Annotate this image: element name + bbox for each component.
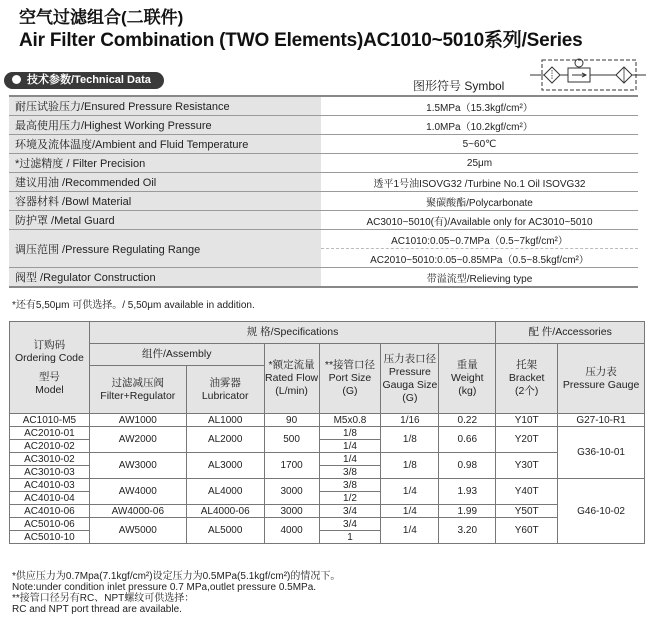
table-row bbox=[10, 453, 645, 466]
filter-note: *还有5,50μm 可供选择。/ 5,50μm available in addition. bbox=[12, 300, 255, 311]
flow-cell: 4000 bbox=[264, 518, 319, 544]
spec-key: *过滤精度 / Filter Precision bbox=[9, 154, 321, 173]
specifications-table bbox=[9, 321, 645, 544]
bracket-cell: Y60T bbox=[496, 518, 558, 544]
gauge-size-cell: 1/4 bbox=[381, 505, 439, 518]
port-cell: 3/4 bbox=[319, 505, 381, 518]
port-cell: 1/4 bbox=[319, 453, 381, 466]
table-row bbox=[9, 268, 638, 288]
model-cell: AC4010-03 bbox=[10, 479, 90, 492]
spec-value: AC3010~5010(有)/Available only for AC3010~5010 bbox=[321, 211, 638, 230]
symbol-label: 图形符号 Symbol bbox=[413, 79, 505, 93]
bracket-cell: Y50T bbox=[496, 505, 558, 518]
model-cell: AC2010-02 bbox=[10, 440, 90, 453]
bracket-cell: Y30T bbox=[496, 453, 558, 479]
spec-value: AC2010~5010:0.05~0.85MPa（0.5~8.5kgf/cm²） bbox=[321, 249, 638, 268]
header-assembly: 组件/Assembly bbox=[89, 344, 264, 366]
model-cell: AC1010-M5 bbox=[10, 414, 90, 427]
table-row bbox=[10, 479, 645, 492]
spec-key: 建议用油 /Recommended Oil bbox=[9, 173, 321, 192]
model-cell: AC4010-06 bbox=[10, 505, 90, 518]
spec-key: 调压范围 /Pressure Regulating Range bbox=[9, 230, 321, 268]
flow-cell: 90 bbox=[264, 414, 319, 427]
port-cell: 1 bbox=[319, 531, 381, 544]
spec-value: 5~60℃ bbox=[321, 135, 638, 154]
lubricator-cell: AL4000 bbox=[186, 479, 264, 505]
header-ordering-code: 订购码 Ordering Code 型号 Model bbox=[10, 322, 90, 414]
flow-cell: 1700 bbox=[264, 453, 319, 479]
spec-value: 1.0MPa（10.2kgf/cm²） bbox=[321, 116, 638, 135]
filter-cell: AW4000 bbox=[89, 479, 186, 505]
header-port-size: **接管口径 Port Size (G) bbox=[319, 344, 381, 414]
table-row bbox=[9, 154, 638, 173]
bracket-cell: Y20T bbox=[496, 427, 558, 453]
filter-cell: AW5000 bbox=[89, 518, 186, 544]
pressure-gauge-cell: G36-10-01 bbox=[558, 427, 645, 479]
header-specifications: 规 格/Specifications bbox=[89, 322, 495, 344]
flow-cell: 3000 bbox=[264, 479, 319, 505]
table-row bbox=[9, 116, 638, 135]
weight-cell: 0.66 bbox=[439, 427, 496, 453]
gauge-size-cell: 1/16 bbox=[381, 414, 439, 427]
port-cell: 3/8 bbox=[319, 466, 381, 479]
gauge-size-cell: 1/4 bbox=[381, 479, 439, 505]
port-cell: 1/4 bbox=[319, 440, 381, 453]
header-gauge-size: 压力表口径 Pressure Gauga Size (G) bbox=[381, 344, 439, 414]
lubricator-cell: AL3000 bbox=[186, 453, 264, 479]
table-row bbox=[9, 96, 638, 116]
technical-data-table bbox=[9, 95, 638, 288]
spec-key: 耐压试验压力/Ensured Pressure Resistance bbox=[9, 96, 321, 116]
filter-cell: AW1000 bbox=[89, 414, 186, 427]
weight-cell: 0.22 bbox=[439, 414, 496, 427]
filter-cell: AW2000 bbox=[89, 427, 186, 453]
spec-value: 25μm bbox=[321, 154, 638, 173]
spec-key: 容器材料 /Bowl Material bbox=[9, 192, 321, 211]
bracket-cell: Y40T bbox=[496, 479, 558, 505]
gauge-size-cell: 1/8 bbox=[381, 453, 439, 479]
weight-cell: 1.93 bbox=[439, 479, 496, 505]
spec-value: 透平1号油ISOVG32 /Turbine No.1 Oil ISOVG32 bbox=[321, 173, 638, 192]
model-cell: AC2010-01 bbox=[10, 427, 90, 440]
pressure-gauge-cell: G27-10-R1 bbox=[558, 414, 645, 427]
port-cell: 1/8 bbox=[319, 427, 381, 440]
header-lubricator: 油雾器 Lubricator bbox=[186, 366, 264, 414]
lubricator-cell: AL2000 bbox=[186, 427, 264, 453]
bullet-icon bbox=[12, 75, 21, 84]
lubricator-cell: AL5000 bbox=[186, 518, 264, 544]
footnote: RC and NPT port thread are available. bbox=[12, 604, 182, 615]
model-cell: AC3010-03 bbox=[10, 466, 90, 479]
spec-key: 阀型 /Regulator Construction bbox=[9, 268, 321, 288]
flow-cell: 3000 bbox=[264, 505, 319, 518]
table-row bbox=[10, 427, 645, 440]
spec-value: 带溢流型/Relieving type bbox=[321, 268, 638, 288]
gauge-size-cell: 1/8 bbox=[381, 427, 439, 453]
port-cell: 3/4 bbox=[319, 518, 381, 531]
footnote: Note:under condition inlet pressure 0.7 MPa,outlet pressure 0.5MPa. bbox=[12, 582, 317, 593]
weight-cell: 1.99 bbox=[439, 505, 496, 518]
flow-cell: 500 bbox=[264, 427, 319, 453]
table-row bbox=[9, 173, 638, 192]
table-row bbox=[9, 135, 638, 154]
filter-cell: AW4000-06 bbox=[89, 505, 186, 518]
lubricator-cell: AL4000-06 bbox=[186, 505, 264, 518]
header-accessories: 配 件/Accessories bbox=[496, 322, 645, 344]
spec-value: AC1010:0.05~0.7MPa（0.5~7kgf/cm²） bbox=[321, 230, 638, 249]
header-rated-flow: *额定流量 Rated Flow (L/min) bbox=[264, 344, 319, 414]
model-cell: AC5010-10 bbox=[10, 531, 90, 544]
technical-data-label: 技术参数/Technical Data bbox=[4, 72, 164, 89]
spec-value: 聚碳酸酯/Polycarbonate bbox=[321, 192, 638, 211]
table-row bbox=[10, 518, 645, 531]
page-title-cn: 空气过滤组合(二联件) bbox=[19, 8, 184, 27]
pressure-gauge-cell: G46-10-02 bbox=[558, 479, 645, 544]
footnote: *供应压力为0.7Mpa(7.1kgf/cm²)设定压力为0.5MPa(5.1kgf/cm²)的情况下。 bbox=[12, 571, 341, 582]
header-bracket: 托架 Bracket (2个) bbox=[496, 344, 558, 414]
table-row bbox=[10, 414, 645, 427]
spec-key: 环境及流体温度/Ambient and Fluid Temperature bbox=[9, 135, 321, 154]
spec-key: 最高使用压力/Highest Working Pressure bbox=[9, 116, 321, 135]
spec-value: 1.5MPa（15.3kgf/cm²） bbox=[321, 96, 638, 116]
header-filter-regulator: 过滤减压阀 Filter+Regulator bbox=[89, 366, 186, 414]
port-cell: 1/2 bbox=[319, 492, 381, 505]
header-weight: 重量 Weight (kg) bbox=[439, 344, 496, 414]
table-row bbox=[9, 192, 638, 211]
footnote: **接管口径另有RC、NPT螺纹可供选择： bbox=[12, 593, 195, 604]
weight-cell: 3.20 bbox=[439, 518, 496, 544]
page-title-en: Air Filter Combination (TWO Elements)AC1010~5010系列/Series bbox=[19, 30, 583, 51]
header-pressure-gauge: 压力表 Pressure Gauge bbox=[558, 344, 645, 414]
table-row bbox=[9, 230, 638, 249]
model-cell: AC3010-02 bbox=[10, 453, 90, 466]
port-cell: 3/8 bbox=[319, 479, 381, 492]
model-cell: AC4010-04 bbox=[10, 492, 90, 505]
port-cell: M5x0.8 bbox=[319, 414, 381, 427]
model-cell: AC5010-06 bbox=[10, 518, 90, 531]
lubricator-cell: AL1000 bbox=[186, 414, 264, 427]
spec-key: 防护罩 /Metal Guard bbox=[9, 211, 321, 230]
gauge-size-cell: 1/4 bbox=[381, 518, 439, 544]
weight-cell: 0.98 bbox=[439, 453, 496, 479]
table-row bbox=[9, 211, 638, 230]
table-row bbox=[10, 505, 645, 518]
bracket-cell: Y10T bbox=[496, 414, 558, 427]
footnotes bbox=[12, 571, 340, 615]
filter-cell: AW3000 bbox=[89, 453, 186, 479]
pneumatic-symbol-icon bbox=[530, 58, 646, 92]
